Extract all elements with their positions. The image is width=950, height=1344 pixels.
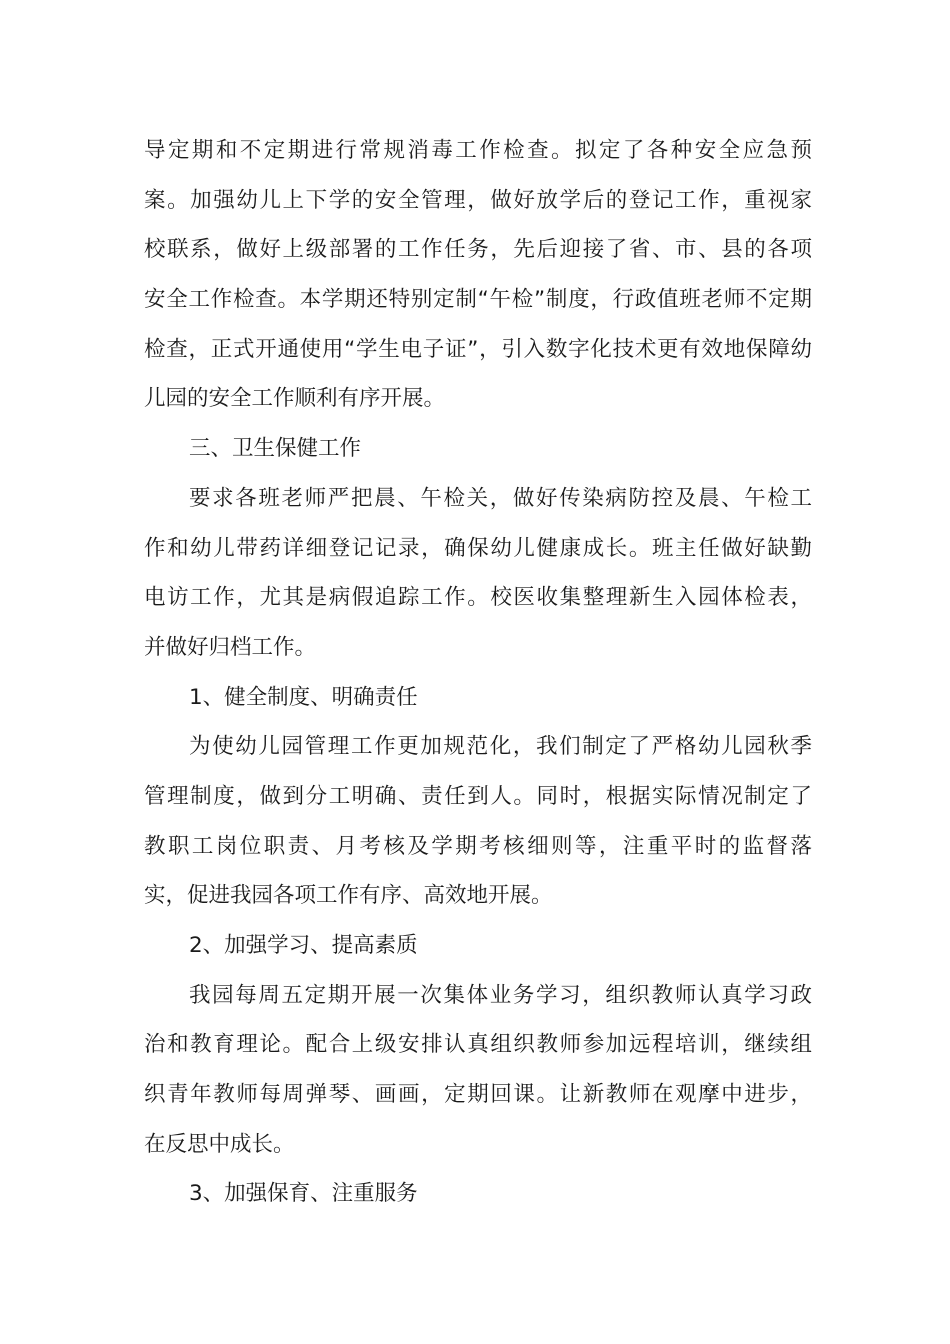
body-text-line: 作和幼儿带药详细登记记录，确保幼儿健康成长。班主任做好缺勤 — [144, 535, 812, 561]
body-text-line: 儿园的安全工作顺利有序开展。 — [144, 386, 446, 412]
body-text-line: 案。加强幼儿上下学的安全管理，做好放学后的登记工作，重视家 — [144, 187, 812, 213]
section-heading: 三、卫生保健工作 — [189, 436, 362, 462]
body-text-line: 检查，正式开通使用“学生电子证”，引入数字化技术更有效地保障幼 — [144, 336, 812, 362]
body-text-line: 管理制度，做到分工明确、责任到人。同时，根据实际情况制定了 — [144, 783, 812, 809]
body-text-line: 为使幼儿园管理工作更加规范化，我们制定了严格幼儿园秋季 — [189, 734, 812, 760]
body-text-line: 并做好归档工作。 — [144, 634, 317, 660]
body-text-line: 治和教育理论。配合上级安排认真组织教师参加远程培训，继续组 — [144, 1032, 812, 1058]
subsection-heading: 3、加强保育、注重服务 — [189, 1181, 418, 1207]
body-text-line: 校联系，做好上级部署的工作任务，先后迎接了省、市、县的各项 — [144, 237, 812, 263]
body-text-line: 教职工岗位职责、月考核及学期考核细则等，注重平时的监督落 — [144, 833, 812, 859]
body-text-line: 织青年教师每周弹琴、画画，定期回课。让新教师在观摩中进步， — [144, 1082, 812, 1108]
body-text-line: 要求各班老师严把晨、午检关，做好传染病防控及晨、午检工 — [189, 485, 812, 511]
body-text-line: 电访工作，尤其是病假追踪工作。校医收集整理新生入园体检表， — [144, 585, 812, 611]
body-text-line: 在反思中成长。 — [144, 1131, 295, 1157]
document-body — [144, 126, 812, 1219]
subsection-heading: 1、健全制度、明确责任 — [189, 684, 418, 710]
body-text-line: 安全工作检查。本学期还特别定制“午检”制度，行政值班老师不定期 — [144, 287, 812, 313]
body-text-line: 导定期和不定期进行常规消毒工作检查。拟定了各种安全应急预 — [144, 138, 812, 163]
body-text-line: 我园每周五定期开展一次集体业务学习，组织教师认真学习政 — [189, 982, 812, 1008]
body-text-line: 实，促进我园各项工作有序、高效地开展。 — [144, 883, 553, 909]
subsection-heading: 2、加强学习、提高素质 — [189, 933, 418, 958]
